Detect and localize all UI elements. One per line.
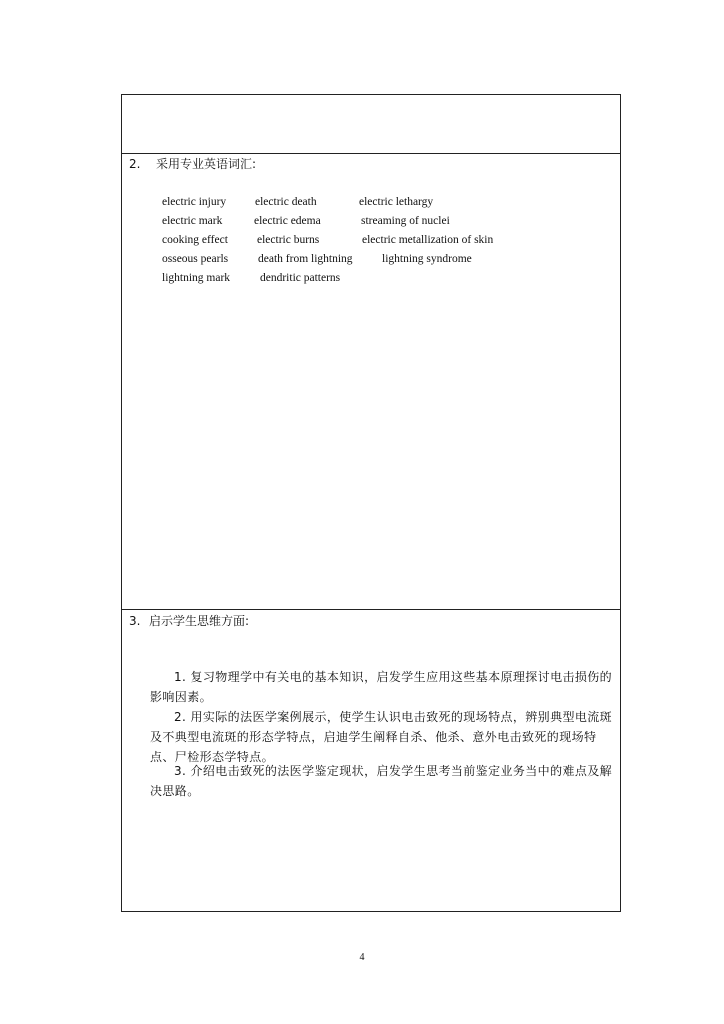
vocab-term: electric burns [257,234,320,246]
table-divider [122,609,620,610]
paragraph-text: 1. 复习物理学中有关电的基本知识，启发学生应用这些基本原理探讨电击损伤的影响因素。 [150,670,613,704]
guidance-paragraph [150,761,620,801]
vocab-term: death from lightning [258,253,353,265]
vocab-term: electric metallization of skin [362,234,494,246]
form-table [121,94,621,912]
vocab-term: electric edema [254,215,321,227]
page-number: 4 [359,952,365,963]
guidance-paragraph [150,667,620,707]
paragraph-text: 2. 用实际的法医学案例展示，使学生认识电击致死的现场特点，辨别典型电流斑及不典型电流斑的形态学特点，启迪学生阐释自杀、他杀、意外电击致死的现场特点、尸检形态学特点。 [150,710,613,764]
paragraph-text: 3. 介绍电击致死的法医学鉴定现状，启发学生思考当前鉴定业务当中的难点及解决思路。 [150,764,613,798]
guidance-paragraph [150,707,620,767]
section-2-title: 采用专业英语词汇: [156,157,257,171]
vocab-term: electric lethargy [359,196,434,208]
section-2-number: 2. [129,157,141,171]
vocab-term: dendritic patterns [260,272,341,284]
vocab-term: lightning syndrome [382,253,472,265]
vocab-term: cooking effect [162,234,228,246]
vocab-term: osseous pearls [162,253,229,265]
vocab-term: electric death [255,196,317,208]
section-3-heading [129,614,249,628]
vocab-term: electric injury [162,196,227,208]
section-2-heading [129,157,256,171]
vocab-term: electric mark [162,215,223,227]
table-divider [122,153,620,154]
section-3-number: 3. [129,614,141,628]
vocab-term: lightning mark [162,272,231,284]
section-3-title: 启示学生思维方面: [149,614,250,628]
vocab-term: streaming of nuclei [361,215,450,227]
